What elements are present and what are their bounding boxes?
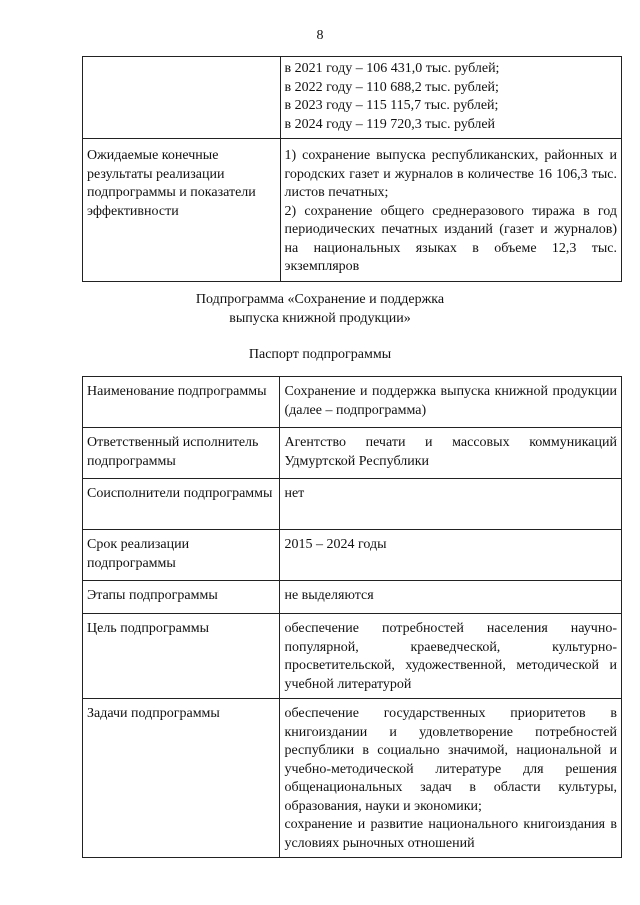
table-row [83,581,622,614]
table-cell-right [280,57,622,139]
table-cell-left: Ответственный исполнитель подпрограммы [83,428,280,479]
task-item: обеспечение государственных приоритетов в книгоиздании и удовлетворение потребностей республики в социально значимой, национальной и учебно-методической литературе для решения общенациональных задач в области культуры, образования, науки и экономики; [284,706,617,814]
table-cell-right: не выделяются [280,581,622,614]
funding-line: в 2021 году – 106 431,0 тыс. рублей; [284,61,500,76]
table-cell-right: нет [280,479,622,530]
table-cell-right: Агентство печати и массовых коммуникаций Удмуртской Республики [280,428,622,479]
page-number: 8 [316,28,324,43]
table-row [83,614,622,699]
table-row [83,428,622,479]
subprogram-title [0,290,640,328]
table-row [83,377,622,428]
financing-results-table [82,56,622,282]
table-cell-left: Соисполнители подпрограммы [83,479,280,530]
result-item: 1) сохранение выпуска республиканских, районных и городских газет и журналов в количестве 16 106,3 тыс. листов печатных; [284,148,617,200]
result-item: 2) сохранение общего среднеразового тиража в год периодических печатных изданий (газет и журналов) на национальных языках в объеме 12,3 тыс. экземпляров [284,203,617,274]
table-cell-right: обеспечение потребностей населения научно-популярной, краеведческой, культурно-просветительской, художественной, методической и учебной литературой [280,614,622,699]
funding-line: в 2022 году – 110 688,2 тыс. рублей; [284,79,499,95]
table-cell-right: Сохранение и поддержка выпуска книжной продукции (далее – подпрограмма) [280,377,622,428]
table-cell-right [280,139,622,282]
table-row [83,699,622,858]
table-row [83,139,622,282]
subprogram-title-line: выпуска книжной продукции» [229,311,411,326]
table-row [83,479,622,530]
table-cell-left: Этапы подпрограммы [83,581,280,614]
funding-line: в 2023 году – 115 115,7 тыс. рублей; [284,98,499,113]
funding-line: в 2024 году – 119 720,3 тыс. рублей [284,116,496,132]
table-cell-left [83,57,281,139]
table-cell-left: Срок реализации подпрограммы [83,530,280,581]
table-cell-left: Цель подпрограммы [83,614,280,699]
task-item: сохранение и развитие национального книгоиздания в условиях рыночных отношений [284,817,617,851]
table-cell-left: Наименование подпрограммы [83,377,280,428]
subprogram-title-line: Подпрограмма «Сохранение и поддержка [195,292,445,307]
passport-table [82,376,622,858]
table-row [83,530,622,581]
table-cell-left: Ожидаемые конечные результаты реализации подпрограммы и показатели эффективности [83,139,281,282]
table-cell-left: Задачи подпрограммы [83,699,280,858]
table-cell-right [280,699,622,858]
passport-title: Паспорт подпрограммы [248,347,392,362]
table-cell-right: 2015 – 2024 годы [280,530,622,581]
table-row [83,57,622,139]
